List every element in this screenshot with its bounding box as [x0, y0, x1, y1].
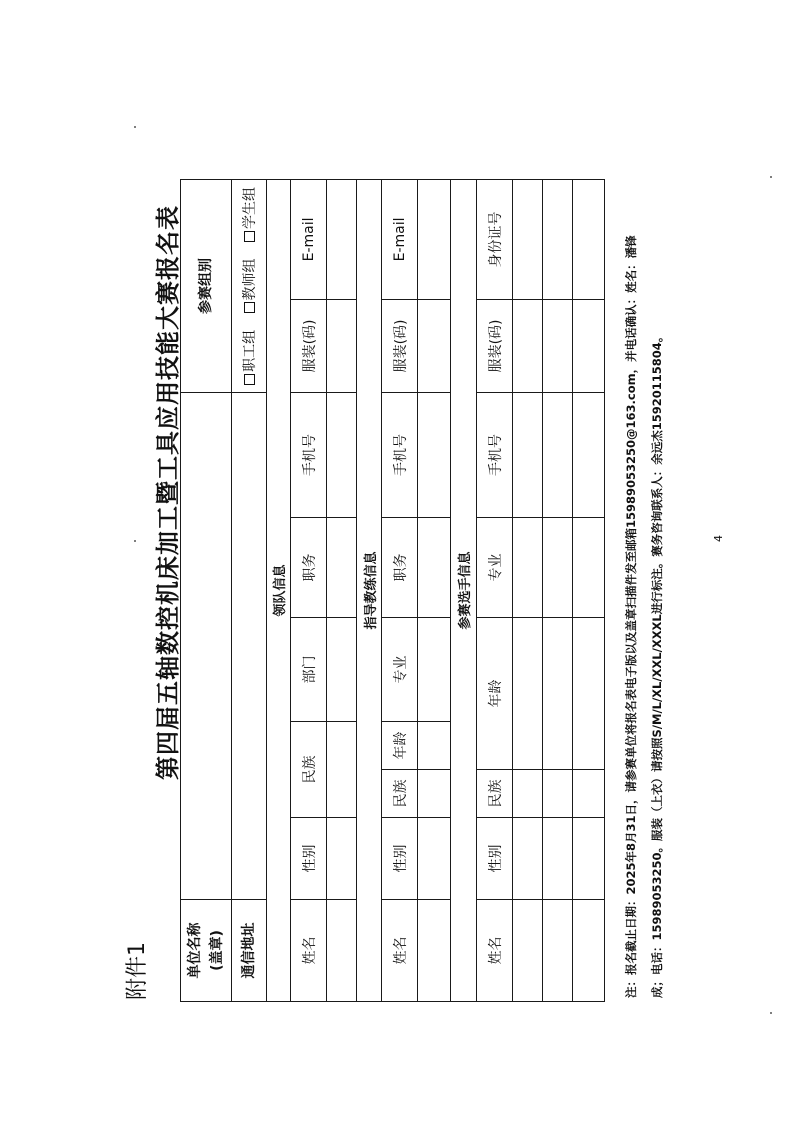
checkbox-icon[interactable] — [244, 302, 255, 313]
input-cell[interactable] — [513, 392, 543, 517]
header-cell: 手机号 — [291, 392, 327, 517]
input-cell[interactable] — [418, 392, 451, 517]
header-cell: 姓名 — [382, 900, 418, 1002]
header-cell: 职务 — [291, 518, 327, 618]
unit-name-label: 单位名称 (盖章) — [181, 900, 232, 1002]
input-cell[interactable] — [513, 518, 543, 618]
header-cell: 手机号 — [477, 392, 513, 517]
note-line-2: 成；电话：15989053250。服装（上衣）请按照S/M/L/XL/XXL/XXXL进行标注。赛务咨询联系人：余远杰15920115804。 — [650, 330, 664, 998]
input-cell[interactable] — [513, 900, 543, 1002]
input-cell[interactable] — [513, 818, 543, 900]
section-title-contestant: 参赛选手信息 — [451, 179, 477, 1001]
input-cell[interactable] — [543, 818, 573, 900]
group-option-staff[interactable]: 职工组 — [239, 330, 259, 385]
input-cell[interactable] — [543, 618, 573, 770]
input-cell[interactable] — [513, 618, 543, 770]
header-cell: 专业 — [382, 618, 418, 722]
input-cell[interactable] — [513, 299, 543, 392]
page-number: 4 — [712, 535, 725, 542]
input-cell[interactable] — [543, 770, 573, 818]
section-title-coach: 指导教练信息 — [357, 179, 382, 1001]
header-cell: 性别 — [291, 818, 327, 900]
input-cell[interactable] — [573, 179, 605, 299]
unit-name-field[interactable] — [181, 392, 232, 899]
group-option-student[interactable]: 学生组 — [239, 187, 259, 242]
input-cell[interactable] — [573, 770, 605, 818]
input-cell[interactable] — [543, 518, 573, 618]
header-cell: 性别 — [477, 818, 513, 900]
input-cell[interactable] — [573, 518, 605, 618]
header-cell: 年龄 — [382, 722, 418, 770]
header-cell: 部门 — [291, 618, 327, 722]
group-label: 参赛组别 — [181, 179, 232, 392]
input-cell[interactable] — [573, 900, 605, 1002]
registration-table — [180, 179, 605, 1002]
header-cell: 身份证号 — [477, 179, 513, 299]
header-cell: E-mail — [382, 179, 418, 299]
input-cell[interactable] — [573, 618, 605, 770]
header-cell: 服装(码) — [382, 299, 418, 392]
input-cell[interactable] — [327, 518, 357, 618]
input-cell[interactable] — [418, 722, 451, 770]
checkbox-icon[interactable] — [244, 231, 255, 242]
input-cell[interactable] — [543, 392, 573, 517]
section-title-leader: 领队信息 — [267, 179, 291, 1001]
header-cell: 性别 — [382, 818, 418, 900]
input-cell[interactable] — [513, 179, 543, 299]
input-cell[interactable] — [543, 179, 573, 299]
attachment-label: 附件1 — [125, 942, 150, 1000]
input-cell[interactable] — [327, 722, 357, 818]
header-cell: 服装(码) — [291, 299, 327, 392]
input-cell[interactable] — [418, 179, 451, 299]
address-field[interactable] — [232, 392, 267, 899]
header-cell: E-mail — [291, 179, 327, 299]
address-label: 通信地址 — [232, 900, 267, 1002]
input-cell[interactable] — [327, 299, 357, 392]
input-cell[interactable] — [327, 818, 357, 900]
input-cell[interactable] — [513, 770, 543, 818]
note-line-1: 注：报名截止日期：2025年8月31日，请参赛单位将报名表电子版以及盖章扫描件发至邮箱15989053250@163.com，并电话确认：姓名：潘锋 — [624, 235, 638, 998]
input-cell[interactable] — [418, 518, 451, 618]
header-cell: 姓名 — [477, 900, 513, 1002]
input-cell[interactable] — [573, 299, 605, 392]
notes — [618, 235, 670, 998]
input-cell[interactable] — [327, 179, 357, 299]
input-cell[interactable] — [327, 900, 357, 1002]
input-cell[interactable] — [327, 618, 357, 722]
group-options[interactable] — [232, 179, 267, 392]
header-cell: 服装(码) — [477, 299, 513, 392]
input-cell[interactable] — [543, 900, 573, 1002]
input-cell[interactable] — [418, 618, 451, 722]
group-option-teacher[interactable]: 教师组 — [239, 258, 259, 313]
header-cell: 手机号 — [382, 392, 418, 517]
header-cell: 姓名 — [291, 900, 327, 1002]
header-cell: 年龄 — [477, 618, 513, 770]
header-cell: 民族 — [291, 722, 327, 818]
input-cell[interactable] — [418, 900, 451, 1002]
input-cell[interactable] — [418, 770, 451, 818]
input-cell[interactable] — [543, 299, 573, 392]
checkbox-icon[interactable] — [244, 374, 255, 385]
header-cell: 民族 — [382, 770, 418, 818]
page-title: 第四届五轴数控机床加工暨工具应用技能大赛报名表 — [154, 205, 182, 780]
input-cell[interactable] — [418, 818, 451, 900]
input-cell[interactable] — [327, 392, 357, 517]
header-cell: 职务 — [382, 518, 418, 618]
header-cell: 民族 — [477, 770, 513, 818]
input-cell[interactable] — [573, 818, 605, 900]
header-cell: 专业 — [477, 518, 513, 618]
input-cell[interactable] — [573, 392, 605, 517]
input-cell[interactable] — [418, 299, 451, 392]
